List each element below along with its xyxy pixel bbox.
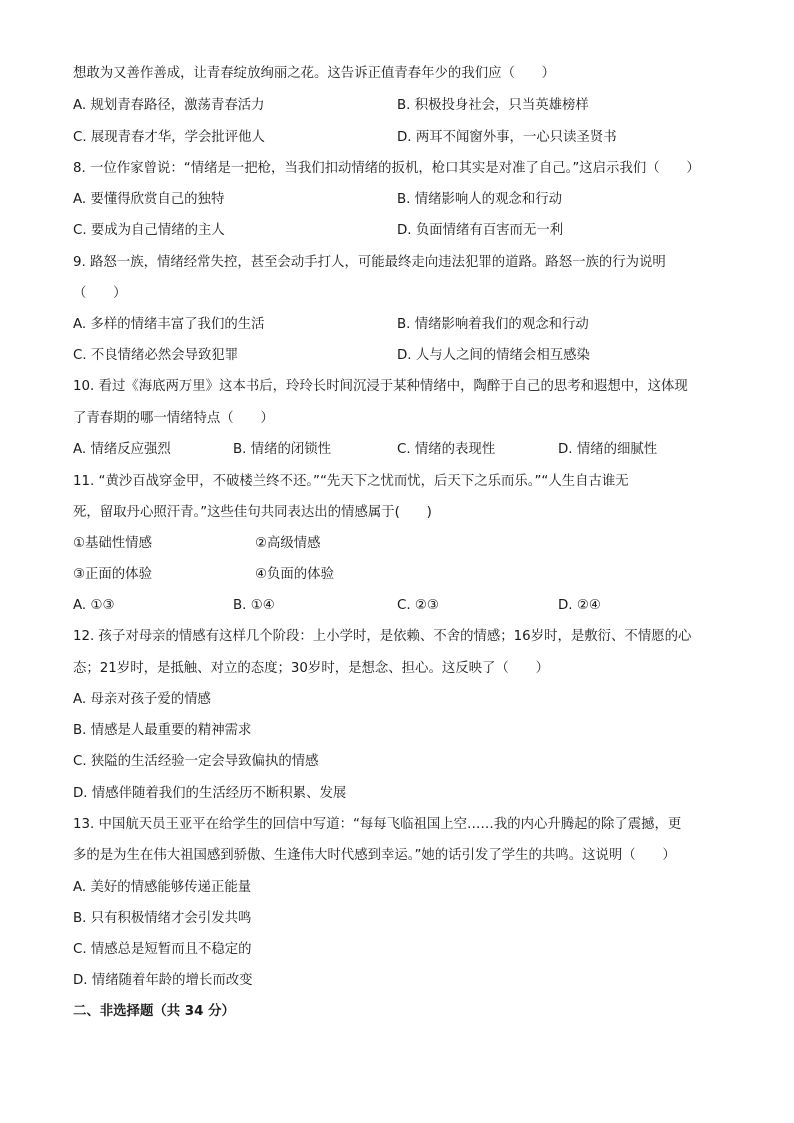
q10-option-b: B. 情绪的闭锁性 (233, 442, 332, 457)
q7-option-c: C. 展现青春才华，学会批评他人 (73, 130, 265, 145)
q12-stem-line2: 态；21岁时，是抵触、对立的态度；30岁时，是想念、担心。这反映了（ ） (73, 661, 549, 676)
q12-option-a: A. 母亲对孩子爱的情感 (73, 692, 211, 707)
q10-option-c: C. 情绪的表现性 (397, 442, 496, 457)
q9-option-b: B. 情绪影响着我们的观念和行动 (397, 317, 589, 332)
q11-option-c: C. ②③ (397, 598, 439, 613)
q12-stem-line1: 12. 孩子对母亲的情感有这样几个阶段：上小学时，是依赖、不舍的情感；16岁时，是敷衍、不情愿的心 (73, 629, 692, 644)
q8-option-c: C. 要成为自己情绪的主人 (73, 223, 225, 238)
q11-item-2: ②高级情感 (255, 536, 321, 551)
q10-stem-line1: 10. 看过《海底两万里》这本书后，玲玲长时间沉浸于某种情绪中，陶醉于自己的思考和遐想中，这体现 (73, 379, 688, 394)
q11-stem-line1: 11. “黄沙百战穿金甲，不破楼兰终不还。”“先天下之忧而忧，后天下之乐而乐。”“人生自古谁无 (73, 474, 629, 489)
q11-item-1: ①基础性情感 (73, 536, 152, 551)
q11-item-3: ③正面的体验 (73, 567, 152, 582)
q7-stem-continuation: 想敢为又善作善成，让青春绽放绚丽之花。这告诉正值青春年少的我们应（ ） (73, 66, 556, 81)
q11-option-a: A. ①③ (73, 598, 115, 613)
q12-option-c: C. 狭隘的生活经验一定会导致偏执的情感 (73, 754, 319, 769)
q9-option-c: C. 不良情绪必然会导致犯罪 (73, 348, 239, 363)
q8-option-b: B. 情绪影响人的观念和行动 (397, 192, 562, 207)
q8-option-d: D. 负面情绪有百害而无一利 (397, 223, 564, 238)
q7-option-b: B. 积极投身社会，只当英雄榜样 (397, 98, 589, 113)
q13-stem-line2: 多的是为生在伟大祖国感到骄傲、生逢伟大时代感到幸运。”她的话引发了学生的共鸣。这说明（ ） (73, 848, 676, 863)
q13-option-d: D. 情绪随着年龄的增长而改变 (73, 973, 253, 988)
section-2-heading: 二、非选择题（共 34 分） (73, 1004, 235, 1019)
q11-option-d: D. ②④ (558, 598, 601, 613)
q12-option-b: B. 情感是人最重要的精神需求 (73, 723, 252, 738)
q7-option-a: A. 规划青春路径，激荡青春活力 (73, 98, 265, 113)
q9-stem-line1: 9. 路怒一族，情绪经常失控，甚至会动手打人，可能最终走向违法犯罪的道路。路怒一族的行为说明 (73, 255, 666, 270)
q11-item-4: ④负面的体验 (255, 567, 334, 582)
q13-option-a: A. 美好的情感能够传递正能量 (73, 880, 252, 895)
q8-option-a: A. 要懂得欣赏自己的独特 (73, 192, 225, 207)
q10-option-d: D. 情绪的细腻性 (558, 442, 658, 457)
q8-stem: 8. 一位作家曾说：“情绪是一把枪，当我们扣动情绪的扳机，枪口其实是对准了自己。”这启示我们（ ） (73, 161, 700, 176)
q12-option-d: D. 情感伴随着我们的生活经历不断积累、发展 (73, 786, 347, 801)
q13-stem-line1: 13. 中国航天员王亚平在给学生的回信中写道：“每每飞临祖国上空……我的内心升腾起的除了震撼，更 (73, 817, 682, 832)
q11-option-b: B. ①④ (233, 598, 275, 613)
q9-option-a: A. 多样的情绪丰富了我们的生活 (73, 317, 265, 332)
q9-stem-line2: （ ） (73, 286, 127, 301)
q9-option-d: D. 人与人之间的情绪会相互感染 (397, 348, 590, 363)
q13-option-c: C. 情感总是短暂而且不稳定的 (73, 942, 252, 957)
q7-option-d: D. 两耳不闻窗外事，一心只读圣贤书 (397, 130, 617, 145)
q10-option-a: A. 情绪反应强烈 (73, 442, 171, 457)
q11-stem-line2: 死，留取丹心照汗青。”这些佳句共同表达出的情感属于( ) (73, 505, 432, 520)
q13-option-b: B. 只有积极情绪才会引发共鸣 (73, 911, 252, 926)
q10-stem-line2: 了青春期的哪一情绪特点（ ） (73, 411, 274, 426)
